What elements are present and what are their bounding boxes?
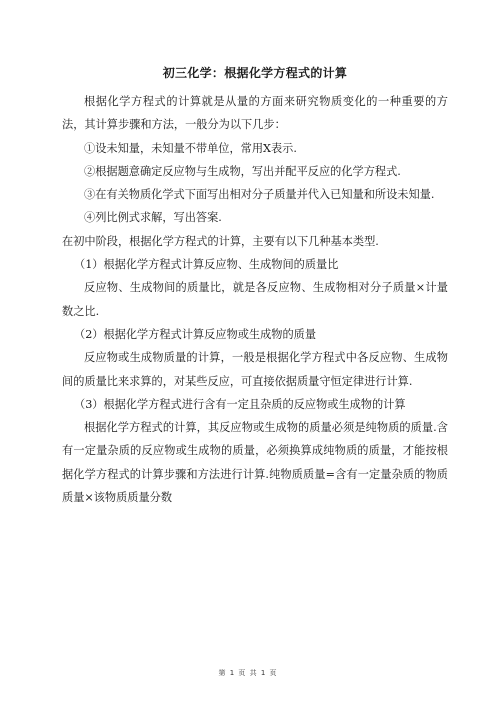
type-1-heading: （1）根据化学方程式计算反应物、生成物间的质量比 (74, 258, 339, 272)
step-4: ④列比例式求解，写出答案. (84, 211, 222, 225)
step-3: ③在有关物质化学式下面写出相对分子质量并代入已知量和所设未知量. (84, 188, 435, 202)
type-1-body: 反应物、生成物间的质量比，就是各反应物、生成物相对分子质量×计量数之比. (62, 281, 448, 318)
type-3-body: 根据化学方程式的计算，其反应物或生成物的质量必须是纯物质的质量.含有一定量杂质的反应物或生成物的质量，必须换算成纯物质的质量，才能按根据化学方程式的计算步骤和方法进行计算.纯物质质量=含有一定量杂质的物质质量×该物质质量分数 (62, 421, 448, 505)
types-intro: 在初中阶段，根据化学方程式的计算，主要有以下几种基本类型. (62, 234, 379, 248)
page-title: 初三化学：根据化学方程式的计算 (162, 66, 348, 80)
intro-paragraph: 根据化学方程式的计算就是从量的方面来研究物质变化的一种重要的方法，其计算步骤和方法，一般分为以下几步： (62, 95, 448, 132)
document-body (62, 64, 448, 509)
type-2-heading: （2）根据化学方程式计算反应物或生成物的质量 (74, 327, 317, 341)
type-2-body: 反应物或生成物质量的计算，一般是根据化学方程式中各反应物、生成物间的质量比来求算的，对某些反应，可直接依据质量守恒定律进行计算. (62, 351, 448, 388)
type-3-heading: （3）根据化学方程式进行含有一定且杂质的反应物或生成物的计算 (74, 397, 406, 411)
step-2: ②根据题意确定反应物与生成物，写出并配平反应的化学方程式. (84, 164, 401, 178)
page-footer: 第 1 页 共 1 页 (218, 669, 278, 677)
step-1: ①设未知量，未知量不带单位，常用X表示. (84, 141, 297, 155)
